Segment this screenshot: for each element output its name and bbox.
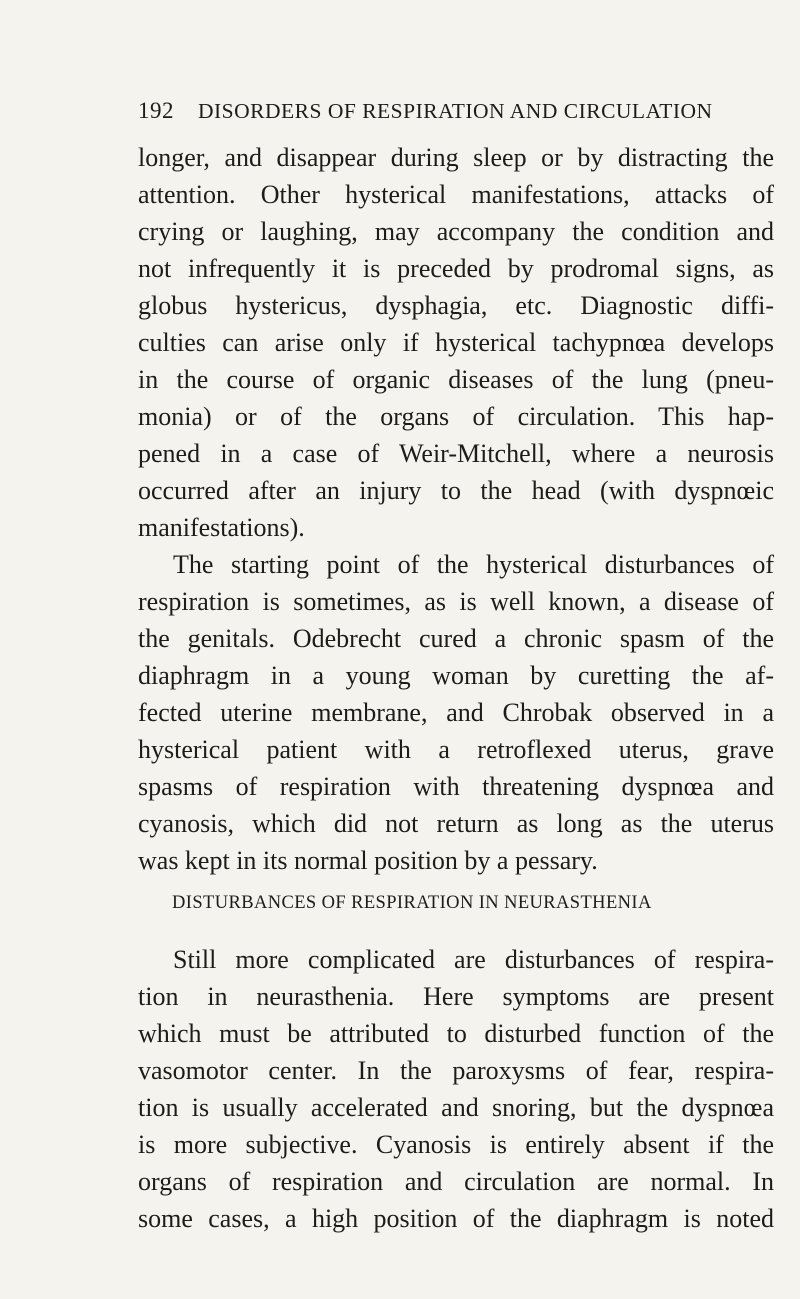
- text-line: cyanosis, which did not return as long as the uterus: [138, 809, 774, 838]
- text-line: longer, and disappear during sleep or by distracting the: [138, 143, 774, 172]
- text-line: occurred after an injury to the head (with dyspnœic: [138, 476, 774, 505]
- text-line: tion is usually accelerated and snoring, but the dyspnœa: [138, 1093, 774, 1122]
- text-line: vasomotor center. In the paroxysms of fear, respira-: [138, 1056, 774, 1085]
- text-line: spasms of respiration with threatening dyspnœa and: [138, 772, 774, 801]
- running-head-title: DISORDERS OF RESPIRATION AND CIRCULATION: [198, 99, 713, 123]
- running-head: [138, 98, 748, 132]
- text-line: was kept in its normal position by a pessary.: [138, 846, 598, 875]
- text-line: globus hystericus, dysphagia, etc. Diagnostic diffi-: [138, 291, 774, 320]
- text-line: fected uterine membrane, and Chrobak observed in a: [138, 698, 774, 727]
- text-line: not infrequently it is preceded by prodromal signs, as: [138, 254, 774, 283]
- text-line: Still more complicated are disturbances of respira-: [173, 945, 774, 974]
- text-line: some cases, a high position of the diaphragm is noted: [138, 1204, 774, 1233]
- text-line: is more subjective. Cyanosis is entirely absent if the: [138, 1130, 774, 1159]
- text-line: hysterical patient with a retroflexed uterus, grave: [138, 735, 774, 764]
- text-line: monia) or of the organs of circulation. This hap-: [138, 402, 774, 431]
- text-line: The starting point of the hysterical disturbances of: [173, 550, 774, 579]
- page-number: 192: [138, 98, 174, 123]
- text-line: diaphragm in a young woman by curetting the af-: [138, 661, 774, 690]
- text-line: pened in a case of Weir-Mitchell, where a neurosis: [138, 439, 774, 468]
- text-line: crying or laughing, may accompany the condition and: [138, 217, 774, 246]
- text-line: tion in neurasthenia. Here symptoms are present: [138, 982, 774, 1011]
- text-line: respiration is sometimes, as is well known, a disease of: [138, 587, 774, 616]
- section-heading: DISTURBANCES OF RESPIRATION IN NEURASTHENIA: [172, 893, 652, 913]
- text-line: the genitals. Odebrecht cured a chronic spasm of the: [138, 624, 774, 653]
- text-line: manifestations).: [138, 513, 305, 542]
- text-line: attention. Other hysterical manifestations, attacks of: [138, 180, 774, 209]
- text-line: organs of respiration and circulation are normal. In: [138, 1167, 774, 1196]
- text-line: which must be attributed to disturbed function of the: [138, 1019, 774, 1048]
- text-line: culties can arise only if hysterical tachypnœa develops: [138, 328, 774, 357]
- text-line: in the course of organic diseases of the lung (pneu-: [138, 365, 774, 394]
